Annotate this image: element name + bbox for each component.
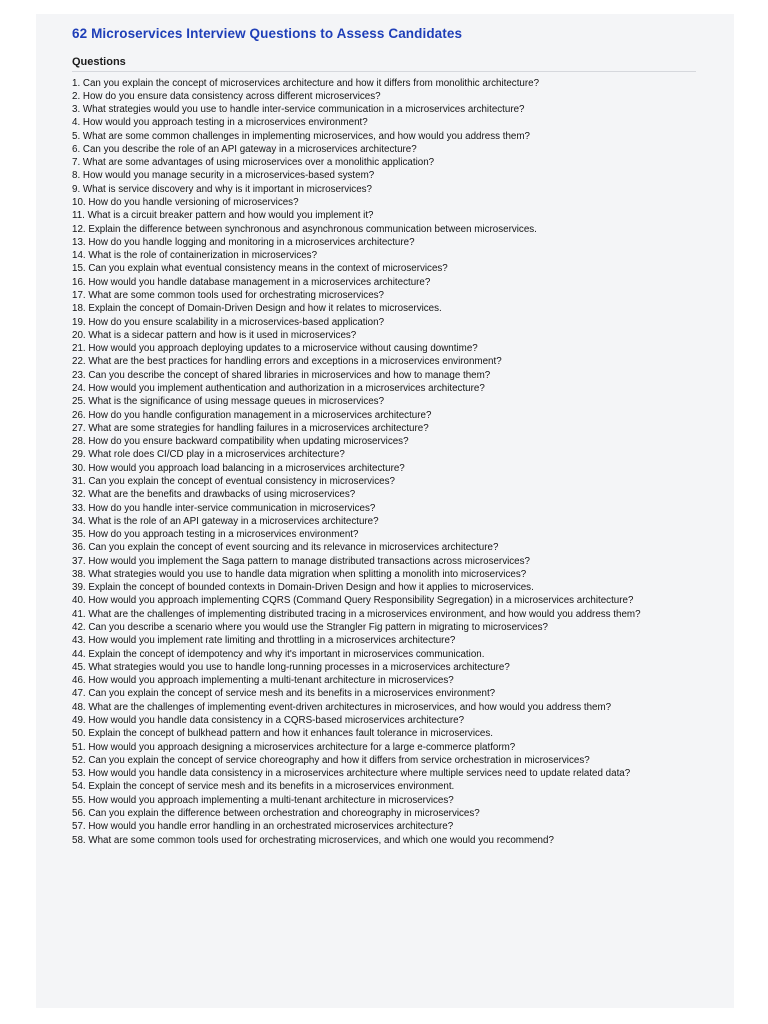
question-item: 37. How would you implement the Saga pattern to manage distributed transactions across microservices? xyxy=(72,555,530,567)
question-item: 18. Explain the concept of Domain-Driven Design and how it relates to microservices. xyxy=(72,303,442,315)
question-item: 22. What are the best practices for handling errors and exceptions in a microservices environment? xyxy=(72,356,502,368)
question-item: 23. Can you describe the concept of shared libraries in microservices and how to manage them? xyxy=(72,369,491,381)
question-item: 14. What is the role of containerization in microservices? xyxy=(72,250,318,262)
question-item: 21. How would you approach deploying updates to a microservice without causing downtime? xyxy=(72,343,478,355)
question-item: 13. How do you handle logging and monitoring in a microservices architecture? xyxy=(72,236,415,248)
question-item: 6. Can you describe the role of an API gateway in a microservices architecture? xyxy=(72,143,417,155)
question-item: 38. What strategies would you use to handle data migration when splitting a monolith into microservices? xyxy=(72,568,527,580)
question-item: 41. What are the challenges of implementing distributed tracing in a microservices environment, and how would you address them? xyxy=(72,608,641,620)
question-item: 52. Can you explain the concept of service choreography and how it differs from service orchestration in microservices? xyxy=(72,754,590,766)
question-item: 7. What are some advantages of using microservices over a monolithic application? xyxy=(72,157,435,169)
question-item: 56. Can you explain the difference between orchestration and choreography in microservices? xyxy=(72,807,480,819)
question-item: 45. What strategies would you use to handle long-running processes in a microservices architecture? xyxy=(72,661,510,673)
question-item: 25. What is the significance of using message queues in microservices? xyxy=(72,396,385,408)
question-item: 47. Can you explain the concept of service mesh and its benefits in a microservices environment? xyxy=(72,688,496,700)
question-item: 57. How would you handle error handling in an orchestrated microservices architecture? xyxy=(72,821,454,833)
section-heading: Questions xyxy=(72,55,126,68)
question-item: 26. How do you handle configuration management in a microservices architecture? xyxy=(72,409,432,421)
question-item: 42. Can you describe a scenario where you would use the Strangler Fig pattern in migrating to microservices? xyxy=(72,622,548,634)
question-item: 12. Explain the difference between synchronous and asynchronous communication between microservices. xyxy=(72,223,537,235)
question-item: 51. How would you approach designing a microservices architecture for a large e-commerce platform? xyxy=(72,741,516,753)
question-item: 10. How do you handle versioning of microservices? xyxy=(72,197,299,209)
question-item: 58. What are some common tools used for orchestrating microservices, and which one would you recommend? xyxy=(72,834,554,846)
question-item: 53. How would you handle data consistency in a microservices architecture where multiple services need to update related data? xyxy=(72,768,631,780)
question-item: 11. What is a circuit breaker pattern and how would you implement it? xyxy=(72,210,374,222)
question-item: 50. Explain the concept of bulkhead pattern and how it enhances fault tolerance in microservices. xyxy=(72,728,493,740)
question-item: 44. Explain the concept of idempotency and why it's important in microservices communication. xyxy=(72,648,485,660)
question-item: 46. How would you approach implementing a multi-tenant architecture in microservices? xyxy=(72,675,454,687)
question-item: 39. Explain the concept of bounded contexts in Domain-Driven Design and how it applies to microservices. xyxy=(72,582,534,594)
page-title: 62 Microservices Interview Questions to Assess Candidates xyxy=(72,26,463,41)
questions-list xyxy=(72,77,696,846)
question-item: 9. What is service discovery and why is it important in microservices? xyxy=(72,183,372,195)
question-item: 32. What are the benefits and drawbacks of using microservices? xyxy=(72,489,356,501)
question-item: 8. How would you manage security in a microservices-based system? xyxy=(72,170,375,182)
question-item: 43. How would you implement rate limiting and throttling in a microservices architecture? xyxy=(72,635,456,647)
question-item: 24. How would you implement authentication and authorization in a microservices architecture? xyxy=(72,382,485,394)
question-item: 33. How do you handle inter-service communication in microservices? xyxy=(72,502,376,514)
question-item: 17. What are some common tools used for orchestrating microservices? xyxy=(72,290,384,301)
document-content xyxy=(72,28,696,850)
question-item: 35. How do you approach testing in a microservices environment? xyxy=(72,529,359,541)
question-item: 55. How would you approach implementing a multi-tenant architecture in microservices? xyxy=(72,794,454,806)
question-item: 36. Can you explain the concept of event sourcing and its relevance in microservices architecture? xyxy=(72,542,499,554)
question-item: 30. How would you approach load balancing in a microservices architecture? xyxy=(72,462,405,474)
question-item: 31. Can you explain the concept of eventual consistency in microservices? xyxy=(72,475,395,487)
question-item: 19. How do you ensure scalability in a microservices-based application? xyxy=(72,316,385,328)
question-item: 34. What is the role of an API gateway in a microservices architecture? xyxy=(72,515,379,527)
question-item: 3. What strategies would you use to handle inter-service communication in a microservices architecture? xyxy=(72,104,525,116)
question-item: 15. Can you explain what eventual consistency means in the context of microservices? xyxy=(72,263,448,275)
question-item: 16. How would you handle database management in a microservices architecture? xyxy=(72,276,431,288)
question-item: 4. How would you approach testing in a microservices environment? xyxy=(72,117,368,129)
question-item: 54. Explain the concept of service mesh and its benefits in a microservices environment. xyxy=(72,781,455,793)
question-item: 1. Can you explain the concept of microservices architecture and how it differs from monolithic architecture? xyxy=(72,77,540,89)
question-item: 27. What are some strategies for handling failures in a microservices architecture? xyxy=(72,422,429,434)
question-item: 5. What are some common challenges in implementing microservices, and how would you address them? xyxy=(72,130,530,142)
question-item: 40. How would you approach implementing CQRS (Command Query Responsibility Segregation) in a microservices architecture? xyxy=(72,595,634,607)
question-item: 28. How do you ensure backward compatibility when updating microservices? xyxy=(72,436,409,448)
question-item: 20. What is a sidecar pattern and how is it used in microservices? xyxy=(72,329,357,341)
question-item: 49. How would you handle data consistency in a CQRS-based microservices architecture? xyxy=(72,715,465,726)
document-page xyxy=(36,14,734,1008)
question-item: 29. What role does CI/CD play in a microservices architecture? xyxy=(72,449,345,461)
question-item: 2. How do you ensure data consistency across different microservices? xyxy=(72,90,381,102)
question-item: 48. What are the challenges of implementing event-driven architectures in microservices, and how would you address them? xyxy=(72,701,612,713)
divider xyxy=(72,71,696,72)
